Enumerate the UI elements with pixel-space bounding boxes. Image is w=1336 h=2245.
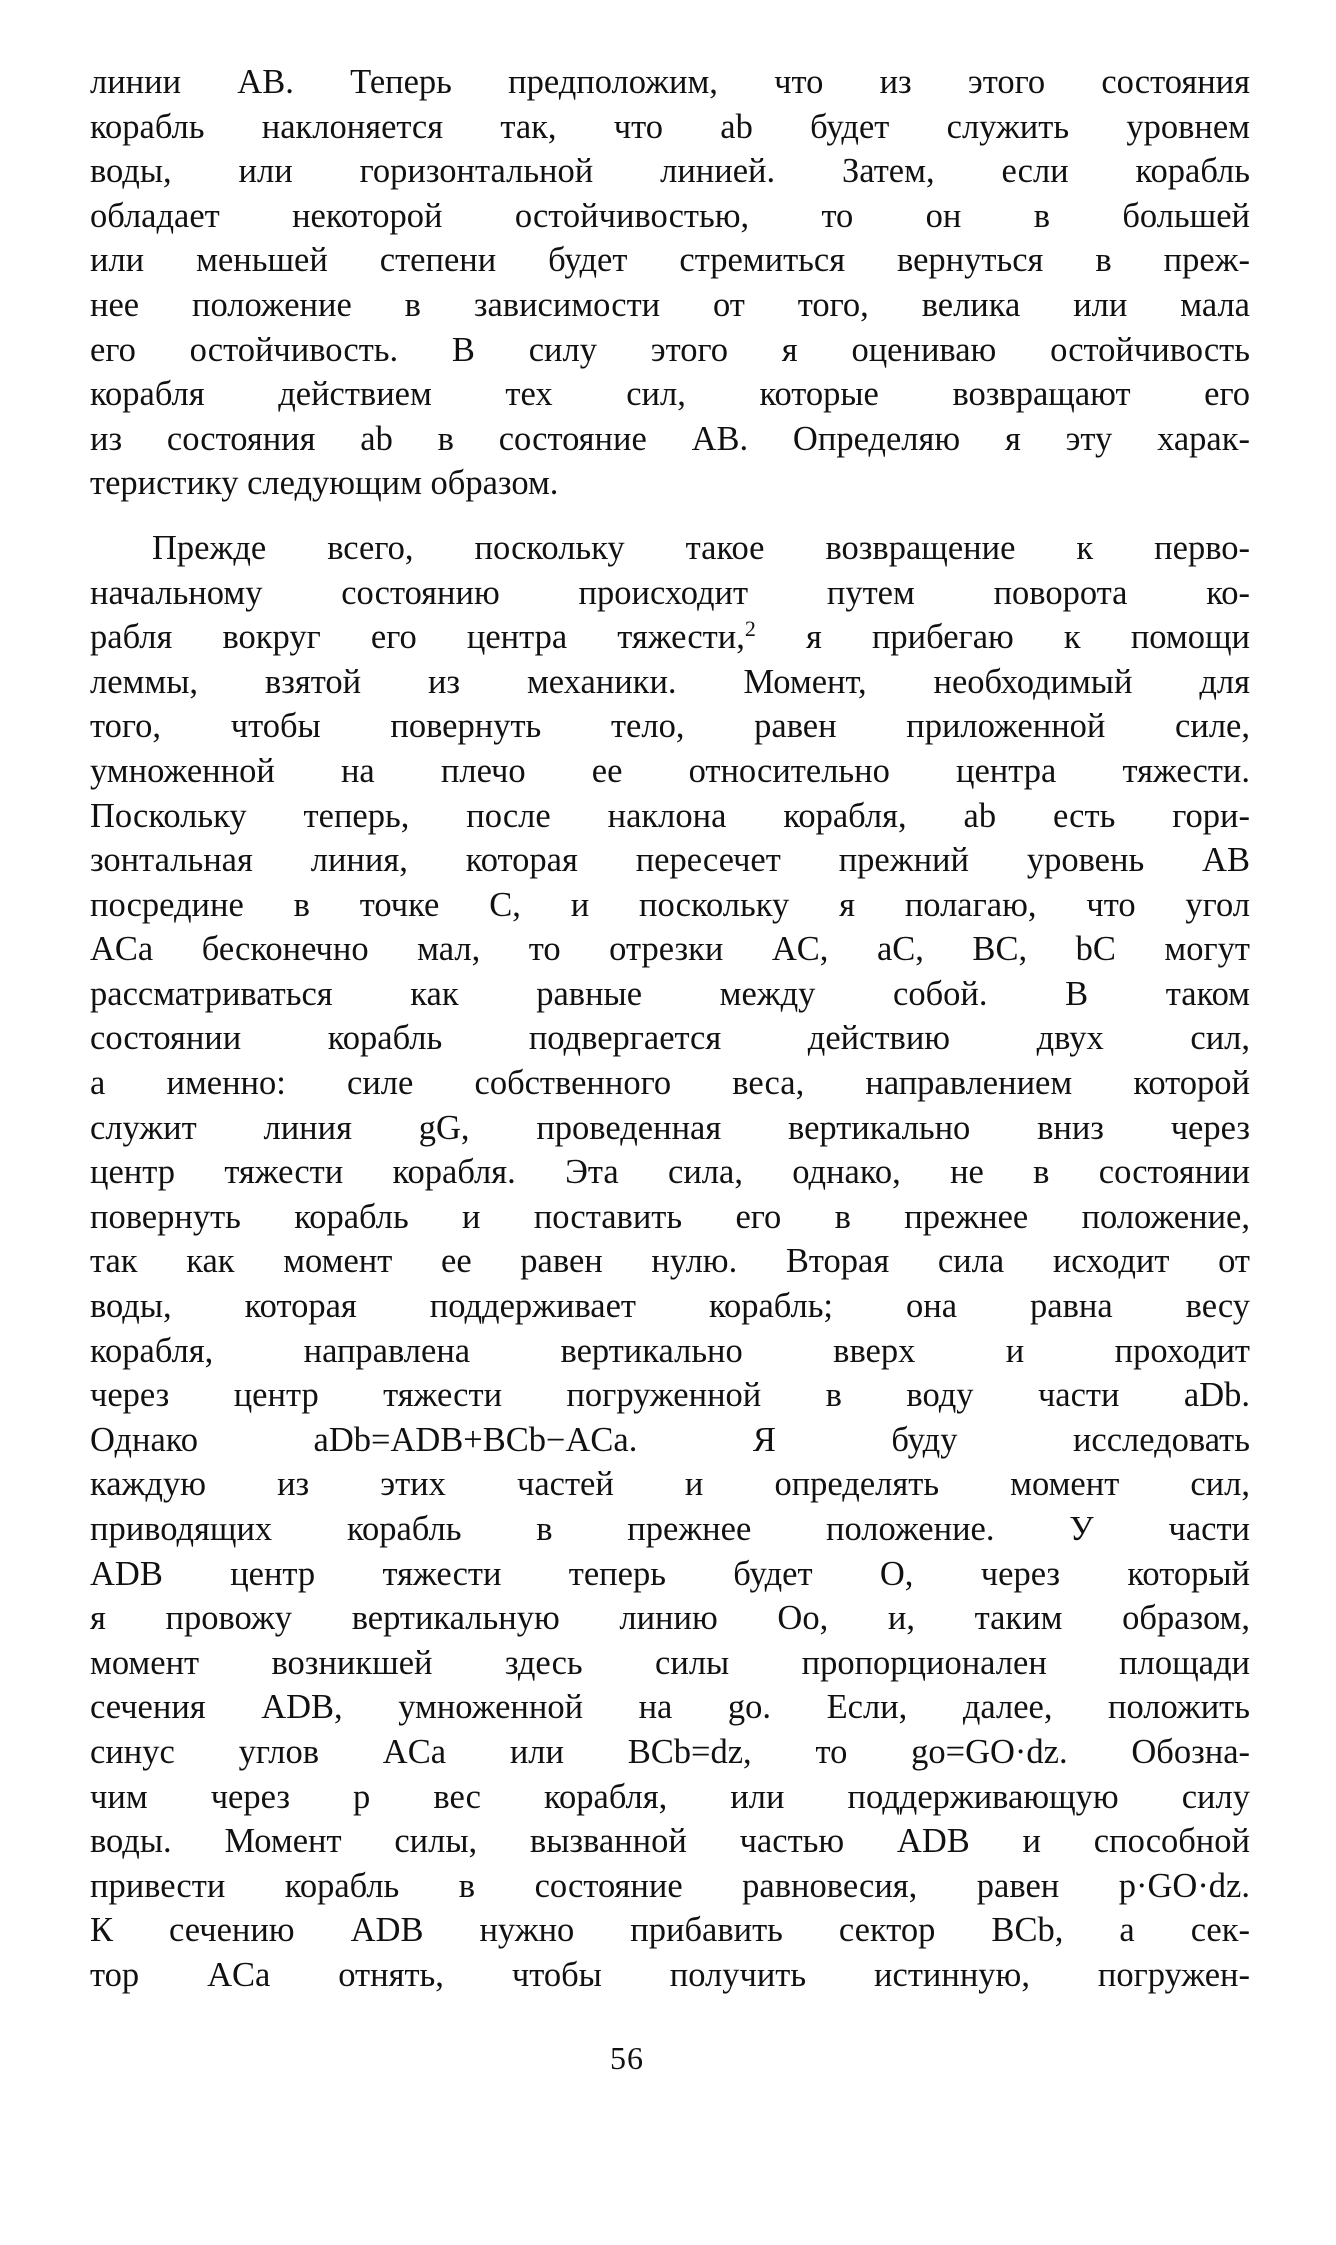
text-line: сечения ADB, умноженной на go. Если, далее, положить: [90, 1688, 1250, 1727]
text-line: Однако aDb=ADB+BCb−ACa. Я буду исследовать: [90, 1420, 1250, 1459]
text-line: ACa бесконечно мал, то отрезки AC, aC, BC, bC могут: [90, 930, 1250, 969]
text-line: через центр тяжести погруженной в воду части aDb.: [90, 1376, 1250, 1415]
text-line: умноженной на плечо ее относительно центра тяжести.: [90, 751, 1250, 790]
text-line: К сечению ADB нужно прибавить сектор BCb, а сек-: [90, 1911, 1250, 1950]
text-line: нее положение в зависимости от того, велика или мала: [90, 285, 1250, 324]
text-line-with-footnote: [90, 615, 1250, 660]
text-line: корабля действием тех сил, которые возвращают его: [90, 375, 1250, 414]
text-line: рассматриваться как равные между собой. В таком: [90, 974, 1250, 1013]
text-line: состоянии корабль подвергается действию двух сил,: [90, 1019, 1250, 1058]
text-line: ADB центр тяжести теперь будет O, через который: [90, 1554, 1250, 1593]
text-line: корабль наклоняется так, что ab будет служить уровнем: [90, 107, 1250, 146]
text-line-part: я прибегаю к помощи: [755, 618, 1250, 657]
page-number: 56: [610, 2040, 644, 2076]
text-line: из состояния ab в состояние AB. Определяю я эту харак-: [90, 419, 1250, 458]
text-line: Поскольку теперь, после наклона корабля, ab есть гори-: [90, 796, 1250, 835]
text-line: тор ACa отнять, чтобы получить истинную, погружен-: [90, 1955, 1250, 1994]
page-body: [90, 60, 1250, 1998]
text-line: теристику следующим образом.: [90, 464, 559, 503]
text-line: каждую из этих частей и определять момент сил,: [90, 1465, 1250, 1504]
text-line: леммы, взятой из механики. Момент, необходимый для: [90, 662, 1250, 701]
text-line: синус углов ACa или BCb=dz, то go=GO·dz. Обозна-: [90, 1732, 1250, 1771]
text-line: зонтальная линия, которая пересечет прежний уровень AB: [90, 841, 1250, 880]
text-line: воды. Момент силы, вызванной частью ADB и способной: [90, 1822, 1250, 1861]
text-line: я провожу вертикальную линию Oo, и, таким образом,: [90, 1599, 1250, 1638]
text-line: его остойчивость. В силу этого я оцениваю остойчивость: [90, 330, 1250, 369]
text-line: повернуть корабль и поставить его в прежнее положение,: [90, 1197, 1250, 1236]
footnote-marker: 2: [744, 616, 756, 642]
text-line: служит линия gG, проведенная вертикально вниз через: [90, 1108, 1250, 1147]
text-line: начальному состоянию происходит путем поворота ко-: [90, 573, 1250, 612]
text-line: чим через p вес корабля, или поддерживающую силу: [90, 1777, 1250, 1816]
text-line: привести корабль в состояние равновесия, равен p·GO·dz.: [90, 1866, 1250, 1905]
text-line: линии AB. Теперь предположим, что из этого состояния: [90, 63, 1250, 101]
paragraph-1: [90, 60, 1250, 506]
text-line: воды, или горизонтальной линией. Затем, если корабль: [90, 152, 1250, 191]
text-line: обладает некоторой остойчивостью, то он в большей: [90, 196, 1250, 235]
text-line: или меньшей степени будет стремиться вернуться в преж-: [90, 241, 1250, 280]
text-line: так как момент ее равен нулю. Вторая сила исходит от: [90, 1242, 1250, 1281]
text-line-part: рабля вокруг его центра тяжести,: [90, 618, 745, 657]
text-line: посредине в точке C, и поскольку я полагаю, что угол: [90, 885, 1250, 924]
text-line: Прежде всего, поскольку такое возвращение к перво-: [152, 528, 1250, 567]
text-line: центр тяжести корабля. Эта сила, однако, не в состоянии: [90, 1153, 1250, 1192]
text-line: момент возникшей здесь силы пропорционален площади: [90, 1643, 1250, 1682]
text-line: приводящих корабль в прежнее положение. У части: [90, 1510, 1250, 1548]
text-line: корабля, направлена вертикально вверх и проходит: [90, 1331, 1250, 1370]
paragraph-2: [90, 526, 1250, 1998]
text-line: воды, которая поддерживает корабль; она равна весу: [90, 1287, 1250, 1326]
paragraph-gap: [90, 506, 1250, 526]
text-line: того, чтобы повернуть тело, равен приложенной силе,: [90, 707, 1250, 746]
text-line: а именно: силе собственного веса, направлением которой: [90, 1064, 1250, 1103]
